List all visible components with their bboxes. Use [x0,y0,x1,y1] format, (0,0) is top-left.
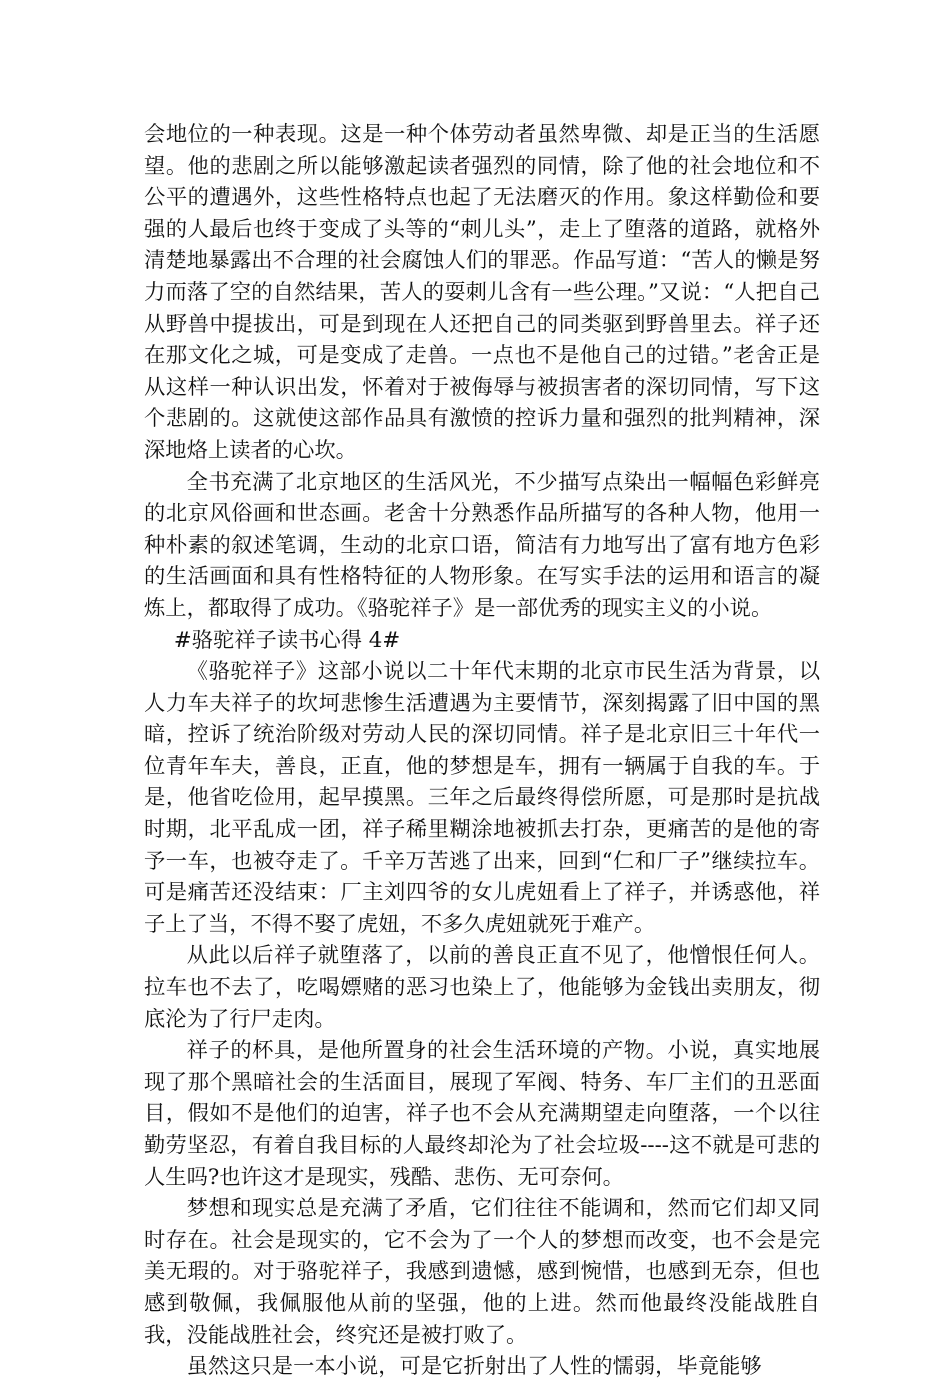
paragraph-2: 全书充满了北京地区的生活风光，不少描写点染出一幅幅色彩鲜亮的北京风俗画和世态画。老舍十分熟悉作品所描写的各种人物，他用一种朴素的叙述笔调，生动的北京口语，简洁有力地写出了富有地方色彩的生活画面和具有性格特征的人物形象。在写实手法的运用和语言的凝炼上，都取得了成功。《骆驼祥子》是一部优秀的现实主义的小说。 [144,469,820,621]
document-body [144,119,820,1383]
paragraph-7: 虽然这只是一本小说，可是它折射出了人性的懦弱，毕竟能够 [186,1354,762,1380]
section-heading: #骆驼祥子读书心得 4# [173,627,401,653]
paragraph-4: 从此以后祥子就堕落了，以前的善良正直不见了，他憎恨任何人。拉车也不去了，吃喝嫖赌的恶习也染上了，他能够为金钱出卖朋友，彻底沦为了行尸走肉。 [144,943,820,1032]
paragraph-5: 祥子的杯具，是他所置身的社会生活环境的产物。小说，真实地展现了那个黑暗社会的生活面目，展现了军阀、特务、车厂主们的丑恶面目，假如不是他们的迫害，祥子也不会从充满期望走向堕落，一个以往勤劳坚忍，有着自我目标的人最终却沦为了社会垃圾----这不就是可悲的人生吗?也许这才是现实，残酷、悲伤、无可奈何。 [144,1038,820,1190]
paragraph-3: 《骆驼祥子》这部小说以二十年代末期的北京市民生活为背景，以人力车夫祥子的坎坷悲惨生活遭遇为主要情节，深刻揭露了旧中国的黑暗，控诉了统治阶级对劳动人民的深切同情。祥子是北京旧三十年代一位青年车夫，善良，正直，他的梦想是车，拥有一辆属于自我的车。于是，他省吃俭用，起早摸黑。三年之后最终得偿所愿，可是那时是抗战时期，北平乱成一团，祥子稀里糊涂地被抓去打杂，更痛苦的是他的寄予一车，也被夺走了。千辛万苦逃了出来，回到“仁和厂子”继续拉车。可是痛苦还没结束：厂主刘四爷的女儿虎妞看上了祥子，并诱惑他，祥子上了当，不得不娶了虎妞，不多久虎妞就死于难产。 [144,659,820,937]
paragraph-1: 会地位的一种表现。这是一种个体劳动者虽然卑微、却是正当的生活愿望。他的悲剧之所以能够激起读者强烈的同情，除了他的社会地位和不公平的遭遇外，这些性格特点也起了无法磨灭的作用。象这样勤俭和要强的人最后也终于变成了头等的“刺儿头”，走上了堕落的道路，就格外清楚地暴露出不合理的社会腐蚀人们的罪恶。作品写道：“苦人的懒是努力而落了空的自然结果，苦人的耍刺儿含有一些公理。”又说：“人把自己从野兽中提拔出，可是到现在人还把自己的同类驱到野兽里去。祥子还在那文化之城，可是变成了走兽。一点也不是他自己的过错。”老舍正是从这样一种认识出发，怀着对于被侮辱与被损害者的深切同情，写下这个悲剧的。这就使这部作品具有激愤的控诉力量和强烈的批判精神，深深地烙上读者的心坎。 [144,122,820,463]
paragraph-6: 梦想和现实总是充满了矛盾，它们往往不能调和，然而它们却又同时存在。社会是现实的，它不会为了一个人的梦想而改变，也不会是完美无瑕的。对于骆驼祥子，我感到遗憾，感到惋惜，也感到无奈，但也感到敬佩，我佩服他从前的坚强，他的上进。然而他最终没能战胜自我，没能战胜社会，终究还是被打败了。 [144,1196,820,1348]
